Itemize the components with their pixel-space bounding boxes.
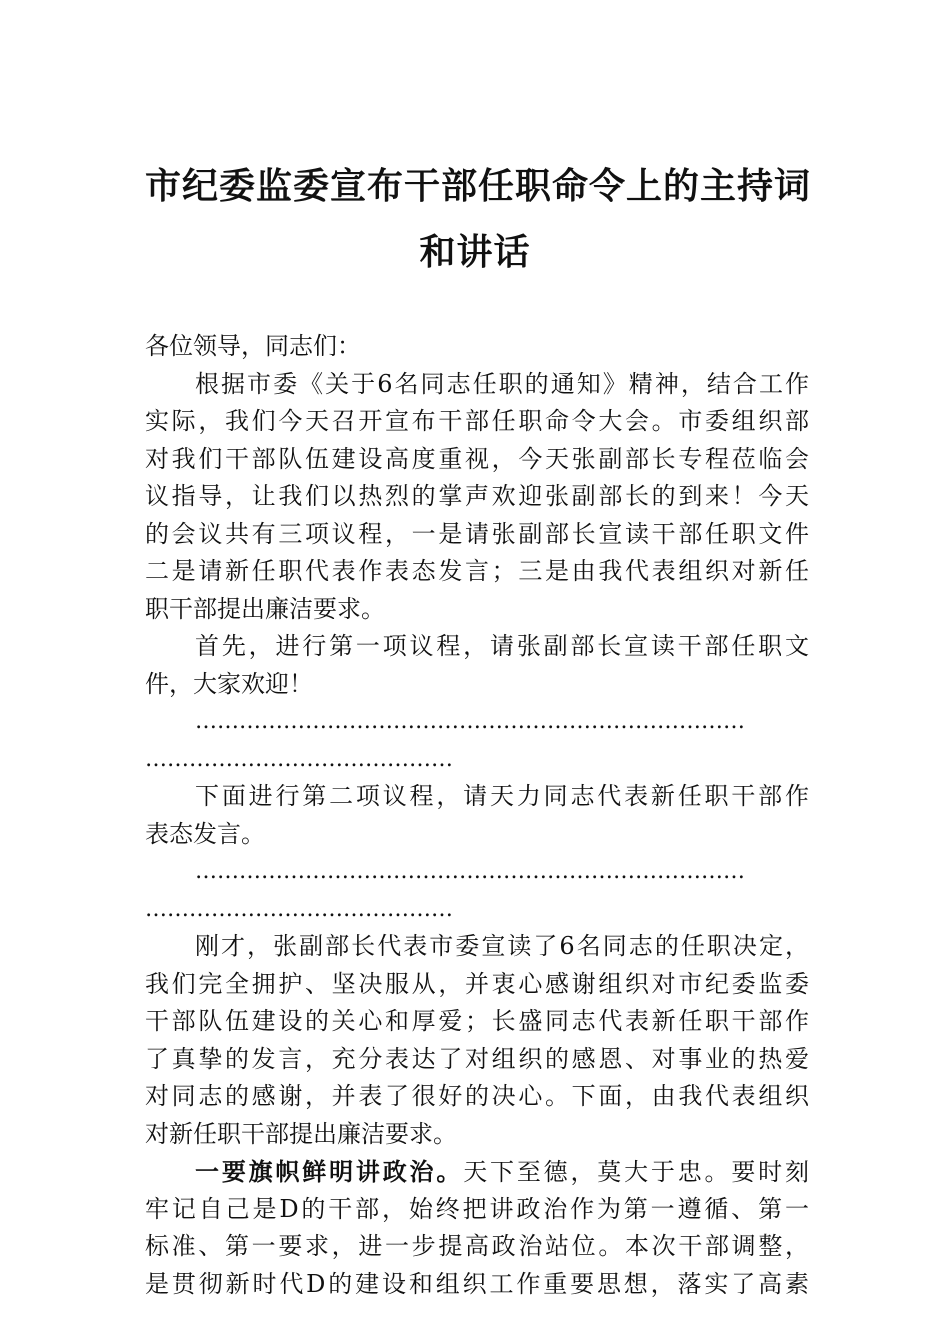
paragraph-line: 的会议共有三项议程，一是请张副部长宣读干部任职文件 <box>145 519 809 548</box>
paragraph-text: 天下至德，莫大于忠。要时刻 <box>463 1158 810 1186</box>
paragraph-line: 对新任职干部提出廉洁要求。 <box>145 1119 457 1148</box>
paragraph-line: 件，大家欢迎！ <box>145 669 313 698</box>
paragraph-line: 议指导，让我们以热烈的掌声欢迎张副部长的到来！今天 <box>145 482 809 510</box>
paragraph-line: 下面进行第二项议程，请天力同志代表新任职干部作 <box>195 782 809 810</box>
paragraph-line: 职干部提出廉洁要求。 <box>145 594 385 623</box>
paragraph-line: 对同志的感谢，并表了很好的决心。下面，由我代表组织 <box>145 1082 809 1110</box>
paragraph-line: 了真挚的发言，充分表达了对组织的感恩、对事业的热爱 <box>145 1044 809 1073</box>
paragraph-line-with-lead <box>145 1153 809 1191</box>
salutation: 各位领导，同志们： <box>145 332 361 360</box>
paragraph-line: 根据市委《关于6名同志任职的通知》精神，结合工作 <box>195 369 809 398</box>
document-title-line-2: 和讲话 <box>419 231 531 273</box>
paragraph-line: 实际，我们今天召开宣布干部任职命令大会。市委组织部 <box>145 407 809 435</box>
paragraph-line: 刚才，张副部长代表市委宣读了6名同志的任职决定， <box>195 932 809 960</box>
document-title-line-1: 市纪委监委宣布干部任职命令上的主持词 <box>145 165 812 207</box>
paragraph-line: 我们完全拥护、坚决服从，并衷心感谢组织对市纪委监委 <box>145 969 809 998</box>
ellipsis-line: …………………………………… <box>145 896 453 922</box>
ellipsis-line: ………………………………………………………………… <box>195 709 745 734</box>
paragraph-line: 二是请新任职代表作表态发言；三是由我代表组织对新任 <box>145 557 809 585</box>
paragraph-line: 是贯彻新时代D的建设和组织工作重要思想，落实了高素 <box>145 1269 809 1298</box>
paragraph-line: 对我们干部队伍建设高度重视，今天张副部长专程莅临会 <box>145 444 809 473</box>
ellipsis-line: ………………………………………………………………… <box>195 859 745 884</box>
paragraph-line: 干部队伍建设的关心和厚爱；长盛同志代表新任职干部作 <box>145 1007 809 1035</box>
ellipsis-line: …………………………………… <box>145 746 453 772</box>
paragraph-line: 标准、第一要求，进一步提高政治站位。本次干部调整， <box>145 1232 809 1260</box>
paragraph-line: 首先，进行第一项议程，请张副部长宣读干部任职文 <box>195 632 809 660</box>
paragraph-line: 牢记自己是D的干部，始终把讲政治作为第一遵循、第一 <box>145 1194 809 1223</box>
document-body <box>145 328 809 1303</box>
paragraph-line: 表态发言。 <box>145 819 265 848</box>
bold-lead: 一要旗帜鲜明讲政治。 <box>195 1157 464 1186</box>
